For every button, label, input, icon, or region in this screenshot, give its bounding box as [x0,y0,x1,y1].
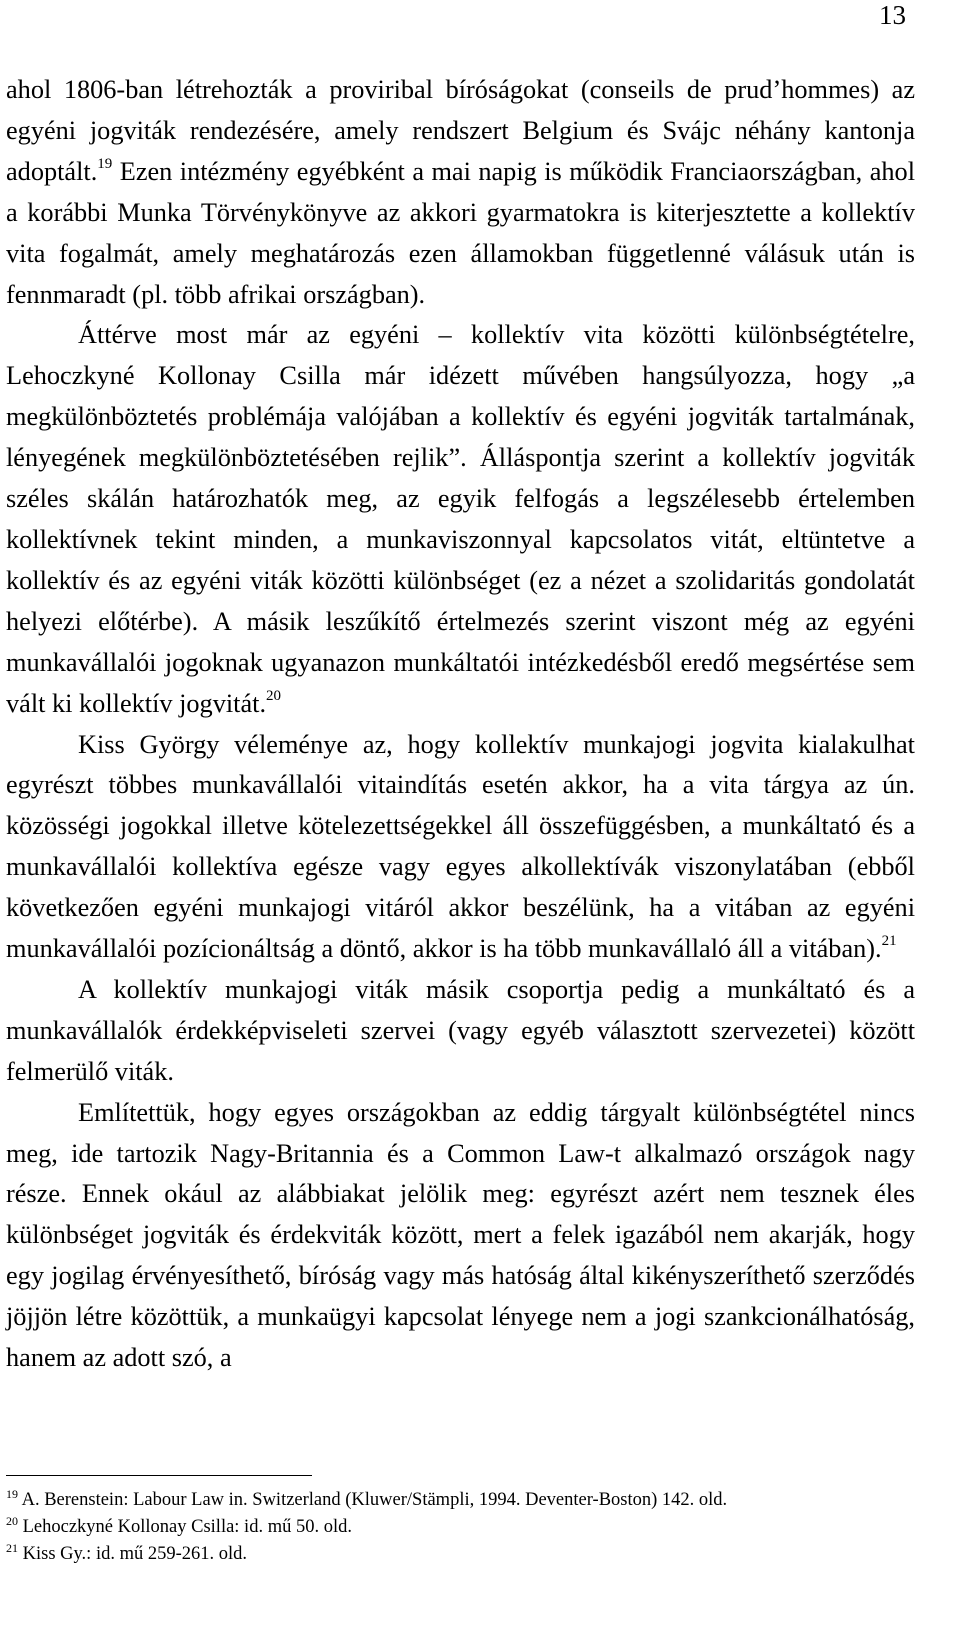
page-number: 13 [879,0,906,30]
footnote-ref-19[interactable]: 19 [97,155,113,172]
footnote-separator [6,1475,312,1476]
footnote-19: $^{19}$ A. Berenstein: Labour Law in. Switzerland (Kluwer/Stämpli, 1994. Deventer-Boston) 142. old. [6,1487,728,1510]
footnote-20: $^{20}$ Lehoczkyné Kollonay Csilla: id. mű 50. old. [6,1514,352,1537]
footnote-21: $^{21}$ Kiss Gy.: id. mű 259-261. old. [6,1541,248,1564]
paragraph: Kiss György véleménye az, hogy kollektív munkajogi jogvita kialakulhat egyrészt többes munkavállalói vitaindítás esetén akkor, ha a vita tárgya az ún. közösségi jogokkal illetve kötelezettségekkel áll összefüggésben, a munkáltató és a munkavállalói kollektíva egésze vagy egyes alkollektívák viszonylatában (ebből következően egyéni munkajogi vitáról akkor beszélünk, ha a vitában az egyéni munkavállalói pozícionáltság a döntő, akkor is ha több munkavállaló áll a vitában).$^{21}$ [6,729,915,964]
footnote-ref-21[interactable]: 21 [881,933,897,950]
paragraph: Említettük, hogy egyes országokban az eddig tárgyalt különbségtétel nincs meg, ide tartozik Nagy-Britannia és a Common Law-t alkalmazó országok nagy része. Ennek okául az alábbiakat jelölik meg: egyrészt azért nem tesznek éles különbséget jogviták és érdekviták között, mert a felek igazából nem akarják, hogy egy jogilag érvényesíthető, bíróság vagy más hatóság által kikényszeríthető szerződés jöjjön létre közöttük, a munkaügyi kapcsolat lényege nem a jogi szankcionálhatóság, hanem az adott szó, a [6,1097,915,1373]
paragraph: ahol 1806-ban létrehozták a proviribal bíróságokat (conseils de prud’hommes) az egyéni jogviták rendezésére, amely rendszert Belgium és Svájc néhány kantonja adoptált.$^{19}$ Ezen intézmény egyébként a mai napig is működik Franciaországban, ahol a korábbi Munka Törvénykönyve az akkori gyarmatokra is kiterjesztette a kollektív vita fogalmát, amely meghatározás ezen államokban függetlenné válásuk után is fennmaradt (pl. több afrikai országban). [6,75,915,309]
paragraph: A kollektív munkajogi viták másik csoportja pedig a munkáltató és a munkavállalók érdekképviseleti szervei (vagy egyéb választott szervezetei) között felmerülő viták. [6,974,915,1086]
body-text [6,70,915,1379]
footnotes [6,1487,915,1568]
footnote-ref-20[interactable]: 20 [266,687,282,704]
paragraph: Áttérve most már az egyéni – kollektív vita közötti különbségtételre, Lehoczkyné Kollonay Csilla már idézett művében hangsúlyozza, hogy „a megkülönböztetés problémája valójában a kollektív és egyéni jogviták tartalmának, lényegének megkülönböztetésében rejlik”. Álláspontja szerint a kollektív jogviták széles skálán határozhatók meg, az egyik felfogás a legszélesebb értelemben kollektívnek tekint minden, a munkaviszonnyal kapcsolatos vitát, eltüntetve a kollektív és az egyéni viták közötti különbséget (ez a nézet a szolidaritás gondolatát helyezi előtérbe). A másik leszűkítő értelmezés szerint viszont még az egyéni munkavállalói jogoknak ugyanazon munkáltatói intézkedésből eredő megsértése sem vált ki kollektív jogvitát.$^{20}$ [6,320,915,718]
